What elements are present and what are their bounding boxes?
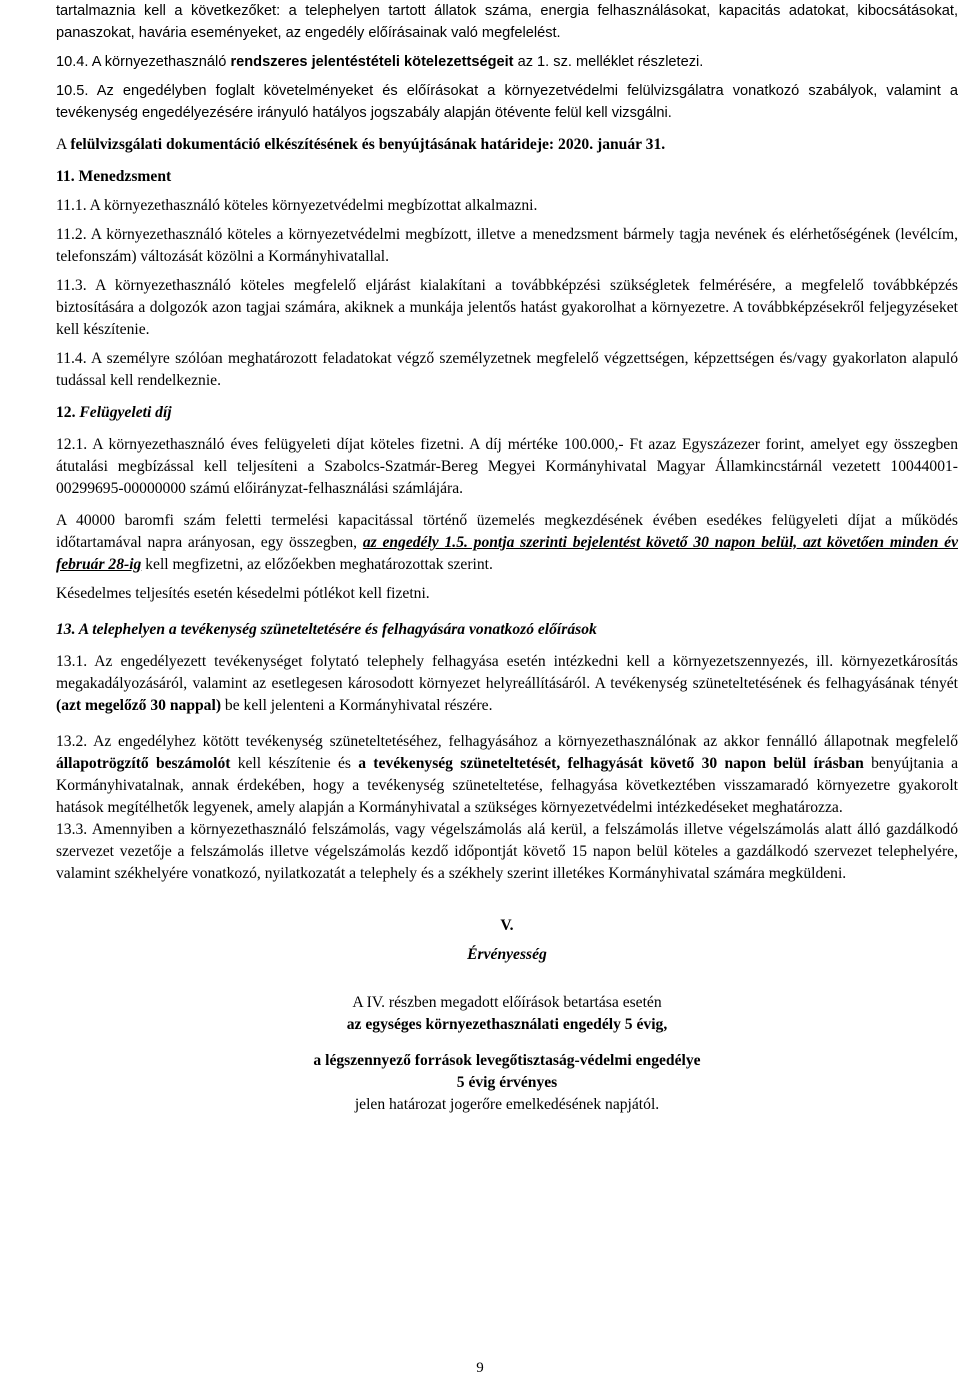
paragraph-12-2	[56, 510, 958, 576]
bold-text: állapotrögzítő beszámolót	[56, 755, 231, 772]
bold-text: a tevékenység szüneteltetését, felhagyását követő 30 napon belül írásban	[358, 755, 864, 772]
page-number: 9	[476, 1360, 484, 1376]
clause-number: 10.4.	[56, 54, 89, 70]
text: A	[56, 136, 71, 153]
paragraph-13-3	[56, 819, 958, 885]
paragraph-13-2	[56, 731, 958, 819]
clause-number: 11.3.	[56, 277, 87, 294]
paragraph-12-3: Késedelmes teljesítés esetén késedelmi pótlékot kell fizetni.	[56, 585, 430, 602]
clause-number: 11.4.	[56, 350, 87, 367]
text: be kell jelenteni a Kormányhivatal részére.	[221, 697, 493, 714]
bold-text: rendszeres jelentéstételi kötelezettségeit	[230, 54, 514, 70]
clause-number: 10.5.	[56, 83, 89, 99]
text: A 40000 baromfi szám feletti termelési kapacitással történő üzemelés megkezdésének évében esedékes felügyeleti díjat a működés időtartamával napra arányosan, egy összegben,	[56, 512, 958, 551]
clause-number: 12.1.	[56, 436, 88, 453]
paragraph-11-4	[56, 348, 958, 392]
section-heading-11	[56, 166, 958, 188]
heading-number: 12.	[56, 404, 80, 421]
paragraph-intro: tartalmaznia kell a következőket: a telephelyen tartott állatok száma, energia felhasználásokat, kapacitás adatokat, kibocsátásokat, panaszokat, havária eseményeket, az engedély előírásainak való megfelelést.	[56, 3, 958, 41]
clause-number: 13.2.	[56, 733, 88, 750]
paragraph-11-1	[56, 195, 958, 217]
text: Az engedélyben foglalt követelményeket és előírásokat a környezetvédelmi felülvizsgálatra vonatkozó szabályok, valamint a tevékenység engedélyezésére irányuló hatályos jogszabály alapján ötévente felül kell vizsgálni.	[56, 83, 958, 121]
paragraph-11-3	[56, 275, 958, 341]
text: kell készítenie és	[230, 755, 359, 772]
text: A környezethasználó	[88, 54, 231, 70]
text: Az engedélyhez kötött tevékenység szüneteltetéséhez, felhagyásához a környezethasználónak az akkor fennálló állapotnak megfelelő	[87, 733, 958, 750]
chapter-number: V.	[500, 917, 514, 934]
heading-text: 13. A telephelyen a tevékenység szüneteltetésére és felhagyására vonatkozó előírások	[56, 621, 597, 638]
text: benyújtania a Kormányhivatalnak, annak érdekében, hogy a tevékenység szüneteltetése, felhagyása következtében visszamaradó környezetre gyakorolt hatások megítélhetők legyenek, amely alapján a Kormányhivatal a szükséges környezetvédelmi intézkedéseket meghatározza.	[56, 755, 958, 816]
bold-text: (azt megelőző 30 nappal)	[56, 697, 222, 714]
validity-line-5: jelen határozat jogerőre emelkedésének napjától.	[354, 1096, 660, 1113]
chapter-title: Érvényesség	[467, 946, 547, 963]
paragraph-13-1	[56, 651, 958, 717]
clause-number: 13.1.	[56, 653, 88, 670]
document-page	[56, 0, 958, 1116]
validity-line-4: 5 évig érvényes	[456, 1074, 558, 1091]
paragraph-deadline	[56, 134, 958, 156]
text: A személyre szólóan meghatározott feladatokat végző személyzetnek megfelelő végzettségen, képzettségen és/vagy gyakorlaton alapuló tudással kell rendelkeznie.	[56, 350, 958, 389]
clause-number: 11.2.	[56, 226, 87, 243]
text: A környezethasználó köteles a környezetvédelmi megbízott, illetve a menedzsment bármely tagja nevének és elérhetőségének (levélcím, telefonszám) változását közölni a Kormányhivatallal.	[56, 226, 958, 265]
text: Amennyiben a környezethasználó felszámolás, vagy végelszámolás alá kerül, a felszámolás illetve végelszámolás alatt álló gazdálkodó szervezet vezetője a felszámolás illetve végelszámolás kezdő időpontját követő 15 napon belül köteles a gazdálkodó szervezet telephelyére, valamint székhelyére vonatkozó, nyilatkozatát a telephely és a székhely szerint illetékes Kormányhivatal számára megküldeni.	[56, 821, 958, 882]
validity-line-2: az egységes környezethasználati engedély 5 évig,	[346, 1016, 668, 1033]
paragraph-10-5	[56, 80, 958, 124]
text: Az engedélyezett tevékenységet folytató telephely felhagyása esetén intézkedni kell a környezetszennyezés, ill. környezetkárosítás megakadályozásáról, valamint az esetlegesen károsodott környezet helyreállításáról. A tevékenység szüneteltetésének és felhagyásának tényét	[56, 653, 958, 692]
clause-number: 13.3.	[56, 821, 88, 838]
paragraph-10-4	[56, 51, 958, 73]
text: A környezethasználó köteles megfelelő eljárást kialakítani a továbbképzési szükségletek felmérésére, a megfelelő továbbképzés biztosítására a dolgozók azon tagjai számára, akiknek a munkája jelentős hatást gyakorolhat a környezetre. A továbbképzésekről feljegyzéseket kell készítenie.	[56, 277, 958, 338]
clause-number: 11.1.	[56, 197, 87, 214]
text: kell megfizetni, az előzőekben meghatározottak szerint.	[141, 556, 493, 573]
section-heading-13	[56, 619, 958, 641]
section-heading-12	[56, 402, 958, 424]
text: A környezethasználó köteles környezetvédelmi megbízottat alkalmazni.	[86, 197, 538, 214]
validity-line-3: a légszennyező források levegőtisztaság-védelmi engedélye	[313, 1052, 701, 1069]
validity-line-1: A IV. részben megadott előírások betartása esetén	[352, 994, 662, 1011]
paragraph-11-2	[56, 224, 958, 268]
text: az 1. sz. melléklet részletezi.	[513, 54, 704, 70]
underlined-deadline: az engedély 1.5. pontja szerinti bejelentést követő 30 napon belül, azt követően minden év február 28-ig	[56, 534, 958, 573]
bold-text: felülvizsgálati dokumentáció elkészítésének és benyújtásának határideje: 2020. január 31.	[70, 136, 666, 153]
heading-text: Felügyeleti díj	[79, 404, 172, 421]
text: A környezethasználó éves felügyeleti díjat köteles fizetni. A díj mértéke 100.000,- Ft azaz Egyszázezer forint, amelyet egy összegben átutalási megbízással kell teljesíteni a Szabolcs-Szatmár-Bereg Megyei Kormányhivatal Magyar Államkincstárnál vezetett 10044001-00299695-00000000 számú előirányzat-felhasználási számlájára.	[56, 436, 958, 497]
paragraph-12-1	[56, 434, 958, 500]
heading-text: 11. Menedzsment	[56, 168, 172, 185]
